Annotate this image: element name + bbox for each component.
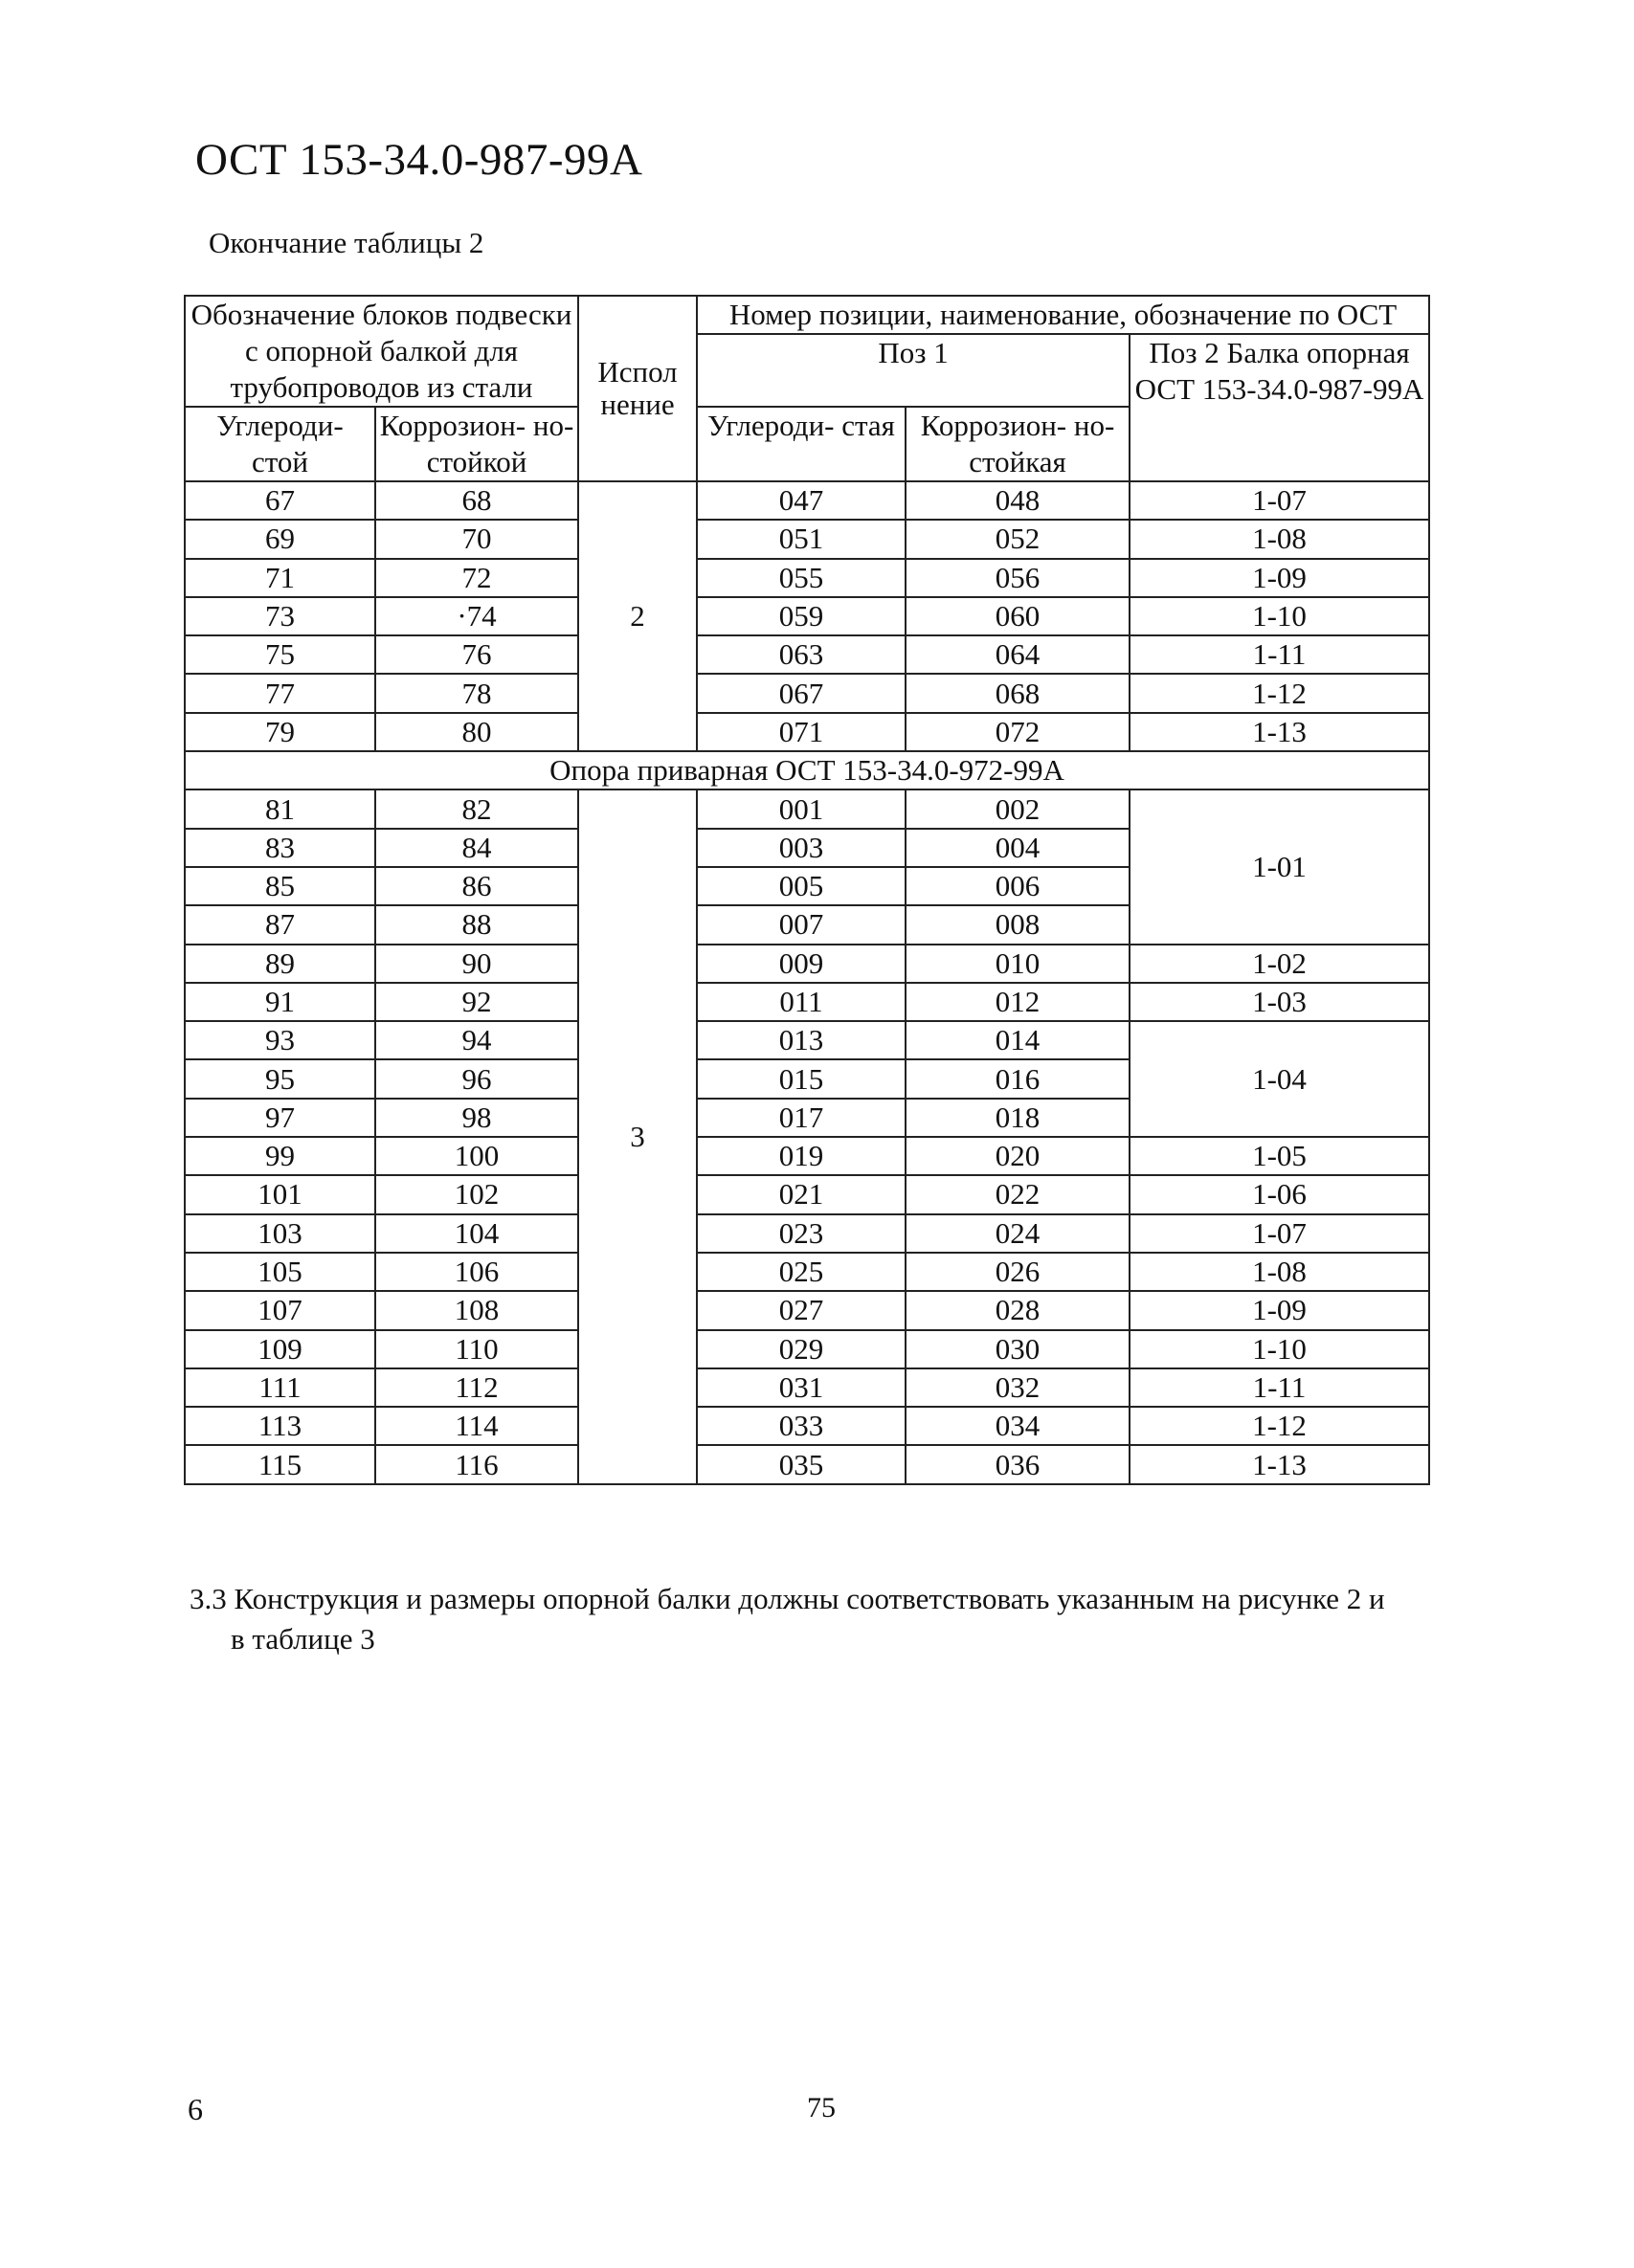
cell-pos1-carbon: 067: [697, 674, 906, 712]
cell-carbon-block: 71: [185, 559, 375, 597]
table-row: [185, 481, 1429, 520]
cell-carbon-block: 105: [185, 1253, 375, 1291]
cell-pos1-corrosion: 008: [906, 905, 1130, 944]
cell-carbon-block: 85: [185, 867, 375, 905]
cell-corrosion-block: 92: [375, 983, 578, 1021]
cell-pos2-beam: 1-13: [1130, 1445, 1429, 1483]
cell-pos1-corrosion: 026: [906, 1253, 1130, 1291]
table-row: [185, 520, 1429, 558]
header-execution: Испол нение: [578, 296, 697, 481]
cell-corrosion-block: 104: [375, 1214, 578, 1253]
cell-corrosion-block: 112: [375, 1368, 578, 1407]
page-number-center: 75: [807, 2092, 836, 2123]
cell-corrosion-block: 108: [375, 1291, 578, 1329]
cell-execution: 2: [578, 481, 697, 751]
cell-pos2-beam: 1-09: [1130, 559, 1429, 597]
header-carbon-blocks: Углероди- стой: [185, 407, 375, 481]
cell-corrosion-block: 78: [375, 674, 578, 712]
cell-execution: 3: [578, 789, 697, 1483]
table-row: [185, 1445, 1429, 1483]
cell-carbon-block: 87: [185, 905, 375, 944]
cell-pos2-beam: 1-10: [1130, 1330, 1429, 1368]
cell-pos1-corrosion: 024: [906, 1214, 1130, 1253]
table-section-row: [185, 751, 1429, 789]
table-row: [185, 1137, 1429, 1175]
cell-corrosion-block: 98: [375, 1099, 578, 1137]
cell-corrosion-block: 88: [375, 905, 578, 944]
cell-corrosion-block: 76: [375, 635, 578, 674]
cell-pos1-corrosion: 022: [906, 1175, 1130, 1213]
table-row: [185, 1253, 1429, 1291]
table-row: [185, 1407, 1429, 1445]
header-corrosion-blocks: Коррозион- но-стойкой: [375, 407, 578, 481]
cell-pos1-corrosion: 018: [906, 1099, 1130, 1137]
cell-carbon-block: 77: [185, 674, 375, 712]
cell-pos1-carbon: 027: [697, 1291, 906, 1329]
cell-corrosion-block: 110: [375, 1330, 578, 1368]
cell-corrosion-block: 82: [375, 789, 578, 828]
cell-carbon-block: 81: [185, 789, 375, 828]
cell-pos1-corrosion: 056: [906, 559, 1130, 597]
table-row: [185, 713, 1429, 751]
cell-pos1-corrosion: 032: [906, 1368, 1130, 1407]
header-pos2: Поз 2 Балка опорная ОСТ 153-34.0-987-99А: [1130, 334, 1429, 481]
cell-carbon-block: 67: [185, 481, 375, 520]
cell-corrosion-block: 90: [375, 945, 578, 983]
cell-carbon-block: 97: [185, 1099, 375, 1137]
cell-pos1-carbon: 015: [697, 1059, 906, 1098]
cell-pos2-beam: 1-02: [1130, 945, 1429, 983]
cell-pos1-carbon: 019: [697, 1137, 906, 1175]
cell-pos2-beam: 1-12: [1130, 1407, 1429, 1445]
cell-pos1-corrosion: 028: [906, 1291, 1130, 1329]
cell-carbon-block: 111: [185, 1368, 375, 1407]
cell-corrosion-block: 106: [375, 1253, 578, 1291]
cell-pos1-carbon: 011: [697, 983, 906, 1021]
cell-pos1-corrosion: 010: [906, 945, 1130, 983]
header-corrosion-pos: Коррозион- но-стойкая: [906, 407, 1130, 481]
cell-pos2-beam: 1-03: [1130, 983, 1429, 1021]
cell-pos1-carbon: 025: [697, 1253, 906, 1291]
cell-pos1-corrosion: 004: [906, 829, 1130, 867]
cell-pos1-carbon: 047: [697, 481, 906, 520]
cell-pos2-beam: 1-09: [1130, 1291, 1429, 1329]
cell-corrosion-block: 70: [375, 520, 578, 558]
cell-pos1-carbon: 029: [697, 1330, 906, 1368]
cell-pos2-beam: 1-08: [1130, 1253, 1429, 1291]
paragraph-line-2: в таблице 3: [231, 1622, 375, 1656]
cell-pos1-corrosion: 020: [906, 1137, 1130, 1175]
section-title: Опора приварная ОСТ 153-34.0-972-99А: [185, 751, 1429, 789]
cell-carbon-block: 101: [185, 1175, 375, 1213]
cell-pos2-beam: 1-13: [1130, 713, 1429, 751]
table-row: [185, 674, 1429, 712]
cell-pos1-carbon: 033: [697, 1407, 906, 1445]
cell-corrosion-block: 80: [375, 713, 578, 751]
header-carbon-pos: Углероди- стая: [697, 407, 906, 481]
cell-carbon-block: 103: [185, 1214, 375, 1253]
cell-carbon-block: 95: [185, 1059, 375, 1098]
cell-pos1-carbon: 071: [697, 713, 906, 751]
cell-pos2-beam: 1-11: [1130, 635, 1429, 674]
table-row: [185, 789, 1429, 828]
cell-corrosion-block: 116: [375, 1445, 578, 1483]
cell-pos2-beam: 1-12: [1130, 674, 1429, 712]
cell-pos1-carbon: 051: [697, 520, 906, 558]
cell-pos1-corrosion: 006: [906, 867, 1130, 905]
cell-corrosion-block: 86: [375, 867, 578, 905]
cell-pos1-corrosion: 064: [906, 635, 1130, 674]
cell-corrosion-block: 68: [375, 481, 578, 520]
cell-pos2-beam: 1-11: [1130, 1368, 1429, 1407]
cell-pos1-corrosion: 002: [906, 789, 1130, 828]
cell-pos1-carbon: 017: [697, 1099, 906, 1137]
cell-carbon-block: 91: [185, 983, 375, 1021]
cell-pos2-beam: 1-01: [1130, 789, 1429, 944]
cell-pos1-corrosion: 030: [906, 1330, 1130, 1368]
cell-pos1-corrosion: 016: [906, 1059, 1130, 1098]
header-blocks: Обозначение блоков подвески с опорной балкой для трубопроводов из стали: [185, 296, 578, 407]
cell-pos2-beam: 1-07: [1130, 481, 1429, 520]
cell-pos1-carbon: 009: [697, 945, 906, 983]
cell-corrosion-block: 94: [375, 1021, 578, 1059]
page-number-left: 6: [188, 2092, 203, 2126]
table-row: [185, 1330, 1429, 1368]
cell-pos1-carbon: 007: [697, 905, 906, 944]
cell-carbon-block: 79: [185, 713, 375, 751]
cell-corrosion-block: 72: [375, 559, 578, 597]
cell-pos1-carbon: 005: [697, 867, 906, 905]
cell-pos1-carbon: 001: [697, 789, 906, 828]
cell-carbon-block: 93: [185, 1021, 375, 1059]
section-paragraph: [190, 1579, 1491, 1659]
table-row: [185, 1021, 1429, 1059]
cell-pos2-beam: 1-04: [1130, 1021, 1429, 1137]
cell-pos1-corrosion: 048: [906, 481, 1130, 520]
header-pos1: Поз 1: [697, 334, 1130, 407]
cell-pos1-carbon: 013: [697, 1021, 906, 1059]
document-code: ОСТ 153-34.0-987-99А: [195, 135, 643, 185]
cell-carbon-block: 75: [185, 635, 375, 674]
cell-pos2-beam: 1-05: [1130, 1137, 1429, 1175]
cell-carbon-block: 109: [185, 1330, 375, 1368]
cell-pos2-beam: 1-06: [1130, 1175, 1429, 1213]
cell-carbon-block: 113: [185, 1407, 375, 1445]
cell-carbon-block: 107: [185, 1291, 375, 1329]
table-row: [185, 1214, 1429, 1253]
cell-pos1-carbon: 035: [697, 1445, 906, 1483]
paragraph-line-1: 3.3 Конструкция и размеры опорной балки должны соответствовать указанным на рисунке 2 и: [190, 1582, 1385, 1615]
cell-corrosion-block: 84: [375, 829, 578, 867]
cell-carbon-block: 73: [185, 597, 375, 635]
cell-pos1-carbon: 063: [697, 635, 906, 674]
cell-corrosion-block: 96: [375, 1059, 578, 1098]
cell-corrosion-block: 114: [375, 1407, 578, 1445]
cell-pos1-corrosion: 060: [906, 597, 1130, 635]
cell-pos1-carbon: 021: [697, 1175, 906, 1213]
table-row: [185, 983, 1429, 1021]
cell-pos1-carbon: 031: [697, 1368, 906, 1407]
cell-carbon-block: 89: [185, 945, 375, 983]
cell-pos2-beam: 1-10: [1130, 597, 1429, 635]
specification-table: [184, 295, 1430, 1485]
cell-pos1-carbon: 059: [697, 597, 906, 635]
cell-pos1-corrosion: 036: [906, 1445, 1130, 1483]
cell-pos2-beam: 1-08: [1130, 520, 1429, 558]
cell-pos1-carbon: 055: [697, 559, 906, 597]
cell-carbon-block: 69: [185, 520, 375, 558]
table-row: [185, 1291, 1429, 1329]
table-caption: Окончание таблицы 2: [209, 226, 484, 259]
table-row: [185, 635, 1429, 674]
cell-corrosion-block: 100: [375, 1137, 578, 1175]
cell-carbon-block: 83: [185, 829, 375, 867]
cell-pos1-corrosion: 012: [906, 983, 1130, 1021]
cell-pos1-carbon: 023: [697, 1214, 906, 1253]
cell-pos1-corrosion: 014: [906, 1021, 1130, 1059]
cell-pos2-beam: 1-07: [1130, 1214, 1429, 1253]
cell-pos1-corrosion: 068: [906, 674, 1130, 712]
table-row: [185, 945, 1429, 983]
table-row: [185, 559, 1429, 597]
table-row: [185, 1368, 1429, 1407]
table-row: [185, 597, 1429, 635]
cell-corrosion-block: 102: [375, 1175, 578, 1213]
table-row: [185, 1175, 1429, 1213]
cell-pos1-corrosion: 072: [906, 713, 1130, 751]
cell-corrosion-block: ·74: [375, 597, 578, 635]
cell-pos1-corrosion: 052: [906, 520, 1130, 558]
cell-carbon-block: 99: [185, 1137, 375, 1175]
cell-carbon-block: 115: [185, 1445, 375, 1483]
cell-pos1-carbon: 003: [697, 829, 906, 867]
header-position-group: Номер позиции, наименование, обозначение по ОСТ: [697, 296, 1429, 334]
cell-pos1-corrosion: 034: [906, 1407, 1130, 1445]
